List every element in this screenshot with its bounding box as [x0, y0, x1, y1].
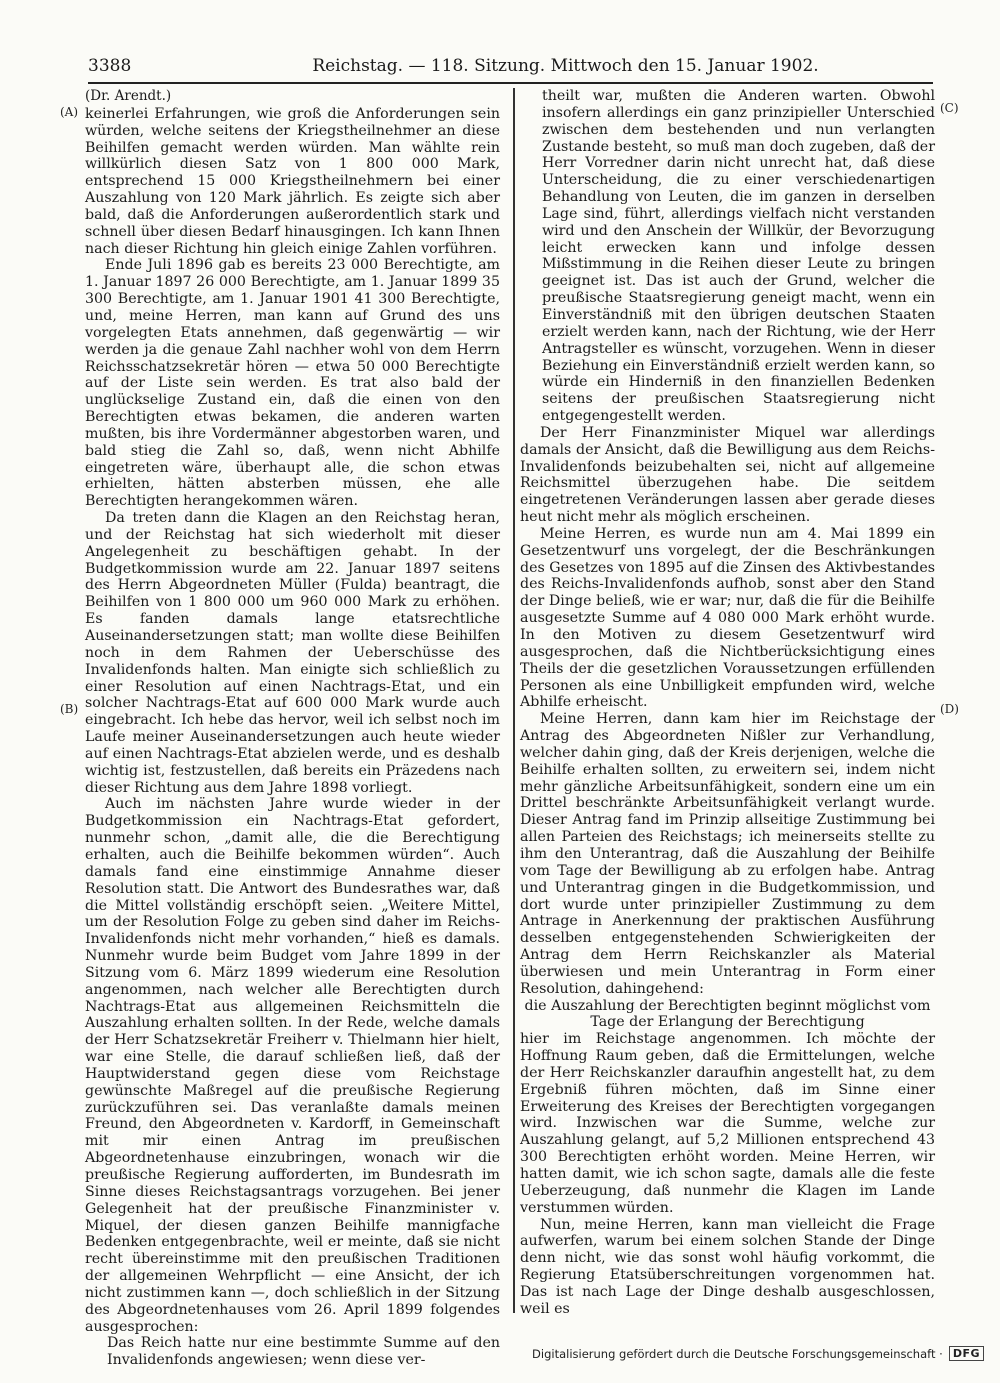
- page-title: Reichstag. — 118. Sitzung. Mittwoch den 15. Januar 1902.: [312, 56, 819, 76]
- paragraph: Meine Herren, dann kam hier im Reichstage der Antrag des Abgeordneten Nißler zur Verhandlung, welcher dahin ging, daß der Kreis derjenigen, welche die Beihilfe erhalten sollten, zu erweitern sei, indem nicht mehr gänzliche Arbeitsunfähigkeit, sondern eine um ein Drittel beschränkte Arbeitsunfähigkeit verlangt wurde. Dieser Antrag fand im Prinzip allseitige Zustimmung bei allen Parteien des Reichstags; ich meinerseits stellte zu ihm den Unterantrag, daß die Auszahlung der Beihilfe vom Tage der Bewilligung ab zu erfolgen habe. Antrag und Unterantrag gingen in die Budgetkommission, und dort wurde unter prinzipieller Zustimmung zu dem Antrage in Anerkennung der praktischen Ausführung desselben entgegenstehenden Schwierigkeiten der Antrag dem Herrn Reichskanzler als Material überwiesen und mein Unterantrag in Form einer Resolution, dahingehend:: [520, 711, 935, 997]
- quotation-continued: theilt war, mußten die Anderen warten. Obwohl insofern allerdings ein ganz prinzipieller Unterschied zwischen dem bestehenden und nun verlangten Zustande besteht, so muß man doch zugeben, daß der Herr Vorredner darin nicht unrecht hat, daß diese Unterscheidung, die zu einer verschiedenartigen Behandlung von Leuten, die im ganzen in derselben Lage sind, führt, allerdings vielfach nicht verstanden wird und den Anschein der Willkür, der Bevorzugung leicht erwecken kann und infolge dessen Mißstimmung in die Reihen dieser Leute zu bringen geeignet ist. Das ist auch der Grund, welcher die preußische Staatsregierung geneigt macht, wenn ein Einverständniß mit den übrigen deutschen Staaten erzielt werden kann, nach der Richtung, wie der Herr Antragsteller es wünscht, vorzugehen. Wenn in dieser Beziehung ein Einverständniß erzielt werden kann, so würde ein Hinderniß in den finanziellen Bedenken seitens der preußischen Staatsregierung nicht entgegengestellt werden.: [542, 88, 935, 425]
- page-header: [88, 54, 933, 84]
- margin-marker-c: (C): [940, 101, 959, 115]
- paragraph: Auch im nächsten Jahre wurde wieder in der Budgetkommission ein Nachtrags-Etat gefordert, nunmehr schon, „damit alle, die die Berechtigung erhalten, auch die Beihilfe bekommen würden“. Auch damals fand eine einstimmige Annahme dieser Resolution statt. Die Antwort des Bundesrathes war, daß die Mittel vollständig erschöpft seien. „Weitere Mittel, um der Resolution Folge zu geben sind daher im Reichs-Invalidenfonds nicht mehr vorhanden,“ hieß es damals. Nunmehr wurde beim Budget vom Jahre 1899 in der Sitzung vom 6. März 1899 wiederum eine Resolution angenommen, nach welcher alle Berechtigten durch Nachtrags-Etat aus allgemeinen Reichsmitteln die Auszahlung erhalten sollten. In der Rede, welche damals der Herr Schatzsekretär Freiherr v. Thielmann hier hielt, war eine Stelle, die darauf schließen ließ, daß der Hauptwiderstand gegen diese vom Reichstage gewünschte Maßregel auf die preußische Regierung zurückzuführen sei. Das veranlaßte damals meinen Freund, den Abgeordneten v. Kardorff, in Gemeinschaft mit mir einen Antrag im preußischen Abgeordnetenhause einzubringen, wonach wir die preußische Regierung aufforderten, im Bundesrath im Sinne dieses Reichstagsantrags vorzugehen. Bei jener Gelegenheit hat der preußische Finanzminister v. Miquel, der diesen ganzen Beihilfe mannigfache Bedenken entgegenbrachte, weil er meinte, daß sie nicht recht übereinstimme mit den preußischen Traditionen der allgemeinen Wehrpflicht — eine Ansicht, der ich nicht zustimmen kann —, doch schließlich in der Sitzung des Abgeordnetenhauses vom 26. April 1899 folgendes ausgesprochen:: [85, 796, 500, 1335]
- quotation: Das Reich hatte nur eine bestimmte Summe auf den Invalidenfonds angewiesen; wenn diese ver-: [107, 1335, 500, 1369]
- right-column: [520, 88, 935, 1318]
- paragraph: Ende Juli 1896 gab es bereits 23 000 Berechtigte, am 1. Januar 1897 26 000 Berechtigte, am 1. Januar 1899 35 300 Berechtigte, am 1. Januar 1901 41 300 Berechtigte, und, meine Herren, man kann auf Grund des uns vorgelegten Etats annehmen, daß gegenwärtig — wir werden ja die genaue Zahl nachher wohl von dem Herrn Reichsschatzsekretär hören — etwa 50 000 Berechtigte auf der Liste sein werden. Es trat also bald der unglückselige Zustand ein, daß die einen von den Berechtigten etwas bekamen, die anderen warten mußten, bis ihre Vordermänner abgestorben waren, und bald stieg die Zahl so, daß, wenn nicht Abhilfe eingetreten wäre, überhaupt alle, die schon etwas erhielten, hätten absterben müssen, ehe alle Berechtigten herangekommen wären.: [85, 257, 500, 510]
- paragraph: keinerlei Erfahrungen, wie groß die Anforderungen sein würden, welche seitens der Kriegstheilnehmer an diese Beihilfen gemacht werden würden. Man wählte rein willkürlich diesen Satz von 1 800 000 Mark, entsprechend 15 000 Kriegstheilnehmern bei einer Auszahlung von 120 Mark jährlich. Es zeigte sich aber bald, daß die Anforderungen außerordentlich stark und schnell über diesen Bedarf hinausgingen. Ich kann Ihnen nach dieser Richtung hin gleich einige Zahlen vorführen.: [85, 105, 500, 257]
- page-number: 3388: [88, 56, 132, 76]
- footer-text: Digitalisierung gefördert durch die Deutsche Forschungsgemeinschaft ·: [532, 1346, 943, 1361]
- paragraph: hier im Reichstage angenommen. Ich möchte der Hoffnung Raum geben, daß die Ermittelungen, welche der Herr Reichskanzler daraufhin angestellt hat, zu dem Ergebniß führen möchten, daß im Sinne einer Erweiterung des Kreises der Berechtigten vorgegangen wird. Inzwischen war die Summe, welche zur Auszahlung gelangt, auf 5,2 Millionen entsprechend 43 300 Berechtigten erhöht worden. Meine Herren, wir hatten damit, wie ich schon sagte, damals alle die feste Ueberzeugung, daß nunmehr die Klagen im Lande verstummen würden.: [520, 1031, 935, 1216]
- paragraph: Der Herr Finanzminister Miquel war allerdings damals der Ansicht, daß die Bewilligung aus dem Reichs-Invalidenfonds beizubehalten sei, nicht auf allgemeine Reichsmittel überzugehen habe. Die seitdem eingetretenen Veränderungen lassen aber gerade dieses heut nicht mehr als möglich erscheinen.: [520, 424, 935, 526]
- dfg-logo: DFG: [949, 1346, 984, 1361]
- margin-marker-d: (D): [940, 702, 959, 716]
- paragraph: Da treten dann die Klagen an den Reichstag heran, und der Reichstag hat sich wiederholt mit dieser Angelegenheit zu beschäftigen gehabt. In der Budgetkommission wurde am 22. Januar 1897 seitens des Herrn Abgeordneten Müller (Fulda) beantragt, die Beihilfen von 1 800 000 um 960 000 Mark zu erhöhen. Es fanden damals lange etatsrechtliche Auseinandersetzungen statt; man wollte diese Beihilfen noch in dem Rahmen der Ueberschüsse des Invalidenfonds halten. Man einigte sich schließlich zu einer Resolution auf einen Nachtrags-Etat, und ein solcher Nachtrags-Etat auf 600 000 Mark wurde auch eingebracht. Ich hebe das hervor, weil ich selbst noch im Laufe meiner Auseinandersetzungen auch heute wieder auf einen Nachtrags-Etat abzielen werde, und es deshalb wichtig ist, festzustellen, daß bereits ein Präzedens nach dieser Richtung aus dem Jahre 1898 vorliegt.: [85, 510, 500, 796]
- footer: [532, 1346, 984, 1361]
- margin-marker-b: (B): [60, 702, 79, 716]
- paragraph: Nun, meine Herren, kann man vielleicht die Frage aufwerfen, warum bei einem solchen Stande der Dinge denn nicht, wie das sonst wohl häufig vorkommt, die Regierung Etatsüberschreitungen vorgenommen hat. Das ist nach Lage der Dinge deshalb ausgeschlossen, weil es: [520, 1216, 935, 1317]
- margin-marker-a: (A): [60, 105, 79, 119]
- paragraph: Meine Herren, es wurde nun am 4. Mai 1899 ein Gesetzentwurf uns vorgelegt, der die Beschränkungen des Gesetzes von 1895 auf die Zinsen des Aktivbestandes des Reichs-Invalidenfonds aufhob, sonst aber den Stand der Dinge beließ, wie er war; nur, daß die für die Beihilfe ausgesetzte Summe auf 4 080 000 Mark erhöht wurde. In den Motiven zu diesem Gesetzentwurf wird ausgesprochen, daß die Nichtberücksichtigung eines Theils der die gesetzlichen Voraussetzungen erfüllenden Personen als eine Unbilligkeit empfunden wird, welche Abhilfe erheischt.: [520, 525, 935, 711]
- resolution-text: die Auszahlung der Berechtigten beginnt möglichst vom Tage der Erlangung der Berechtigung: [524, 997, 931, 1031]
- column-divider: [513, 88, 515, 1313]
- left-column: [85, 88, 500, 1369]
- speaker-label: (Dr. Arendt.): [85, 88, 172, 104]
